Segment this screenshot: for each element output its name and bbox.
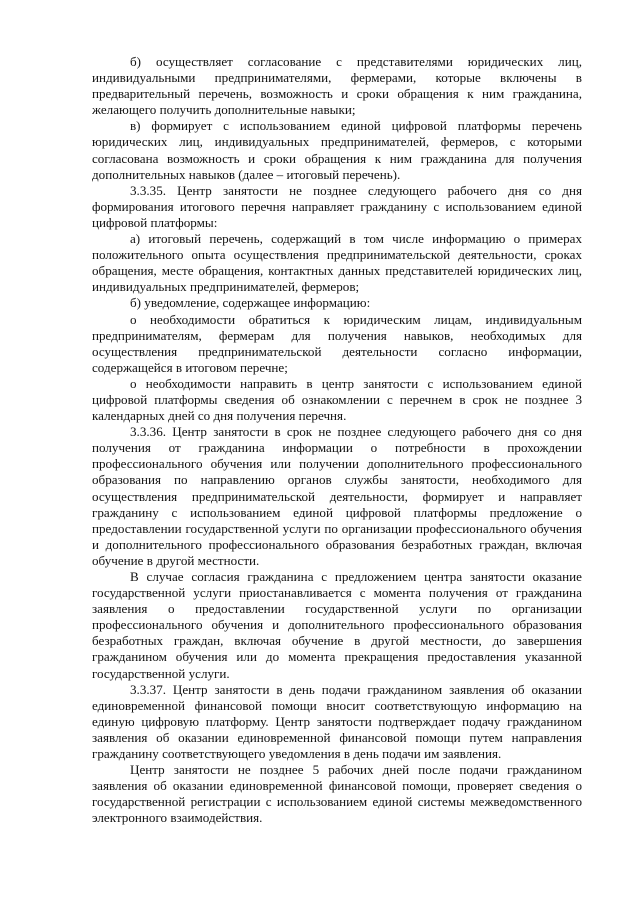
paragraph-need-contact: о необходимости обратиться к юридическим лицам, индивидуальным предпринимателям, фермерам для получения навыков, необходимых для осуществления предпринимательской деятельности согласно информации, содержащейся в итоговом перечне;	[92, 311, 582, 375]
paragraph-3-3-37: 3.3.37. Центр занятости в день подачи гражданином заявления об оказании единовременной финансовой помощи вносит соответствующую информацию на единую цифровую платформу. Центр занятости подтверждает подачу гражданином заявления об оказании единовременной финансовой помощи путем направления гражданину соответствующего уведомления в день подачи им заявления.	[92, 681, 582, 762]
paragraph-v-final-list: в) формирует с использованием единой цифровой платформы перечень юридических лиц, индивидуальных предпринимателей, фермеров, с которыми согласована возможность и сроки обращения к ним гражданина для получения дополнительных навыков (далее – итоговый перечень).	[92, 118, 582, 182]
paragraph-consent: В случае согласия гражданина с предложением центра занятости оказание государственной услуги приостанавливается с момента получения от гражданина заявления о предоставлении государственной услуги по организации профессионального обучения и дополнительного профессионального образования безработных граждан, включая обучение в другой местности, до завершения гражданином обучения или до момента прекращения предоставления указанной государственной услуги.	[92, 569, 582, 681]
paragraph-5-days: Центр занятости не позднее 5 рабочих дней после подачи гражданином заявления об оказании единовременной финансовой помощи, проверяет сведения о государственной регистрации с использованием единой системы межведомственного электронного взаимодействия.	[92, 762, 582, 826]
paragraph-3-3-36: 3.3.36. Центр занятости в срок не позднее следующего рабочего дня со дня получения от гражданина информации о потребности в прохождении профессионального обучения или получении дополнительного профессионального образования по направлению органов службы занятости, необходимого для осуществления предпринимательской деятельности, формирует и направляет гражданину с использованием единой цифровой платформы предложение о предоставлении государственной услуги по организации профессионального обучения и дополнительного профессионального образования безработных граждан, включая обучение в другой местности.	[92, 424, 582, 568]
paragraph-b-notification: б) уведомление, содержащее информацию:	[130, 295, 371, 311]
paragraph-need-send: о необходимости направить в центр занятости с использованием единой цифровой платформы сведения об ознакомлении с перечнем в срок не позднее 3 календарных дней со дня получения перечня.	[92, 375, 582, 424]
document-page	[92, 54, 582, 827]
paragraph-a-final-list: а) итоговый перечень, содержащий в том числе информацию о примерах положительного опыта осуществления предпринимательской деятельности, сроках обращения, месте обращения, контактных данных представителей юридических лиц, индивидуальных предпринимателей, фермеров;	[92, 231, 582, 295]
paragraph-3-3-35: 3.3.35. Центр занятости не позднее следующего рабочего дня со дня формирования итогового перечня направляет гражданину с использованием единой цифровой платформы:	[92, 182, 582, 230]
paragraph-b-agreement: б) осуществляет согласование с представителями юридических лиц, индивидуальными предпринимателями, фермерами, которые включены в предварительный перечень, возможность и сроки обращения к ним гражданина, желающего получить дополнительные навыки;	[92, 54, 582, 118]
